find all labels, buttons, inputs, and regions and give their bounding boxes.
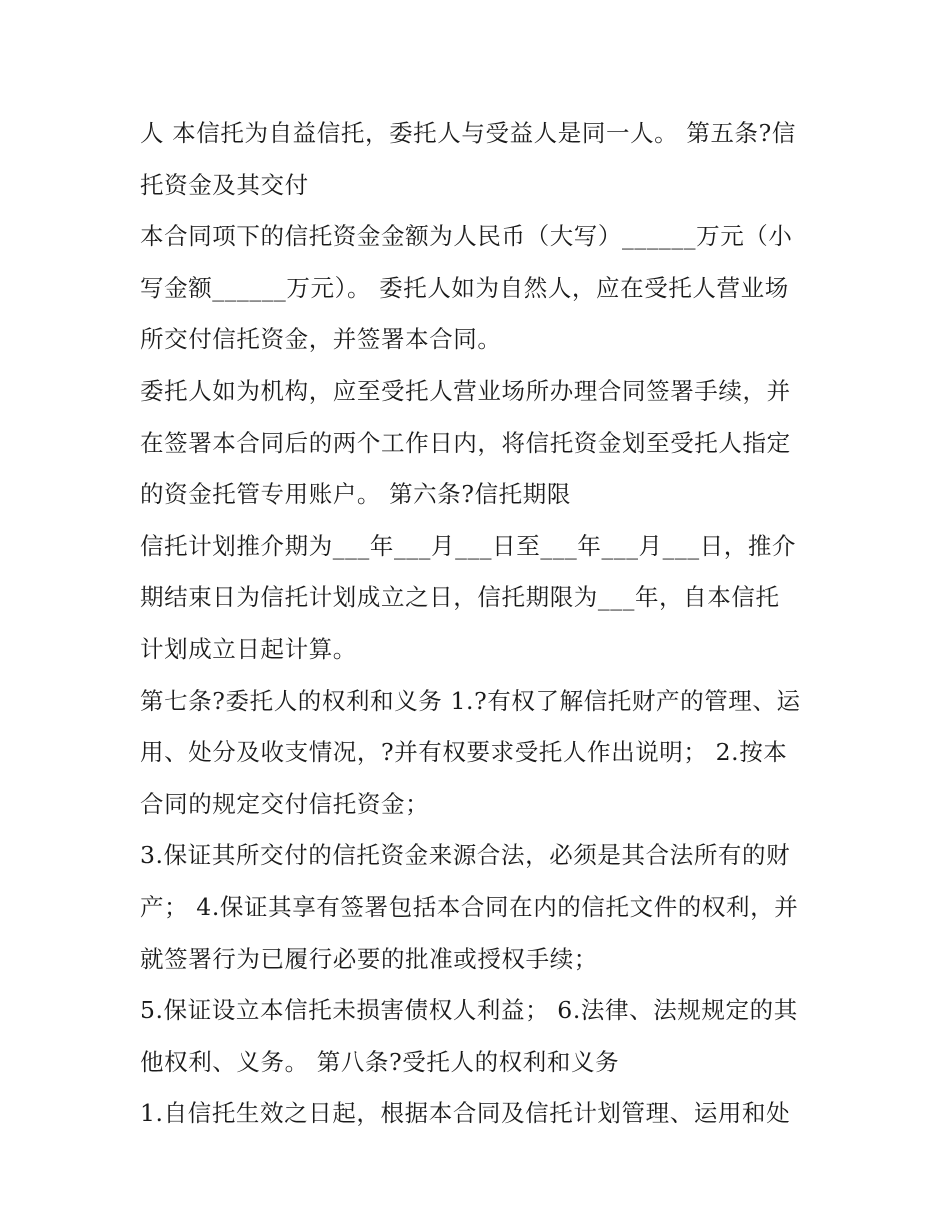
text-line: 产； 4.保证其享有签署包括本合同在内的信托文件的权利，并 — [140, 892, 799, 921]
text-line: 期结束日为信托计划成立之日，信托期限为___年，自本信托 — [140, 583, 780, 612]
text-line: 托资金及其交付 — [140, 170, 309, 199]
text-line: 1.自信托生效之日起，根据本合同及信托计划管理、运用和处 — [140, 1099, 791, 1128]
text-line: 在签署本合同后的两个工作日内，将信托资金划至受托人指定 — [140, 428, 791, 457]
text-line: 第七条?委托人的权利和义务 1.?有权了解信托财产的管理、运 — [140, 686, 801, 715]
text-line: 合同的规定交付信托资金； — [140, 789, 430, 818]
text-line: 计划成立日起计算。 — [140, 634, 357, 663]
text-line: 5.保证设立本信托未损害债权人利益； 6.法律、法规规定的其 — [140, 996, 798, 1025]
text-line: 本合同项下的信托资金金额为人民币（大写）______万元（小 — [140, 222, 793, 251]
text-line: 人 本信托为自益信托，委托人与受益人是同一人。 第五条?信 — [140, 119, 796, 147]
contract-body-text — [140, 108, 812, 1140]
text-line: 的资金托管专用账户。 第六条?信托期限 — [140, 480, 571, 509]
text-line: 写金额______万元）。 委托人如为自然人，应在受托人营业场 — [140, 273, 789, 302]
text-line: 就签署行为已履行必要的批准或授权手续； — [140, 944, 598, 973]
text-line: 所交付信托资金，并签署本合同。 — [140, 325, 502, 354]
text-line: 他权利、义务。 第八条?受托人的权利和义务 — [140, 1047, 620, 1076]
text-line: 3.保证其所交付的信托资金来源合法，必须是其合法所有的财 — [140, 841, 791, 870]
text-line: 信托计划推介期为___年___月___日至___年___月___日，推介 — [140, 531, 797, 560]
text-line: 委托人如为机构，应至受托人营业场所办理合同签署手续，并 — [140, 376, 791, 405]
text-line: 用、处分及收支情况，?并有权要求受托人作出说明； 2.按本 — [140, 738, 788, 767]
